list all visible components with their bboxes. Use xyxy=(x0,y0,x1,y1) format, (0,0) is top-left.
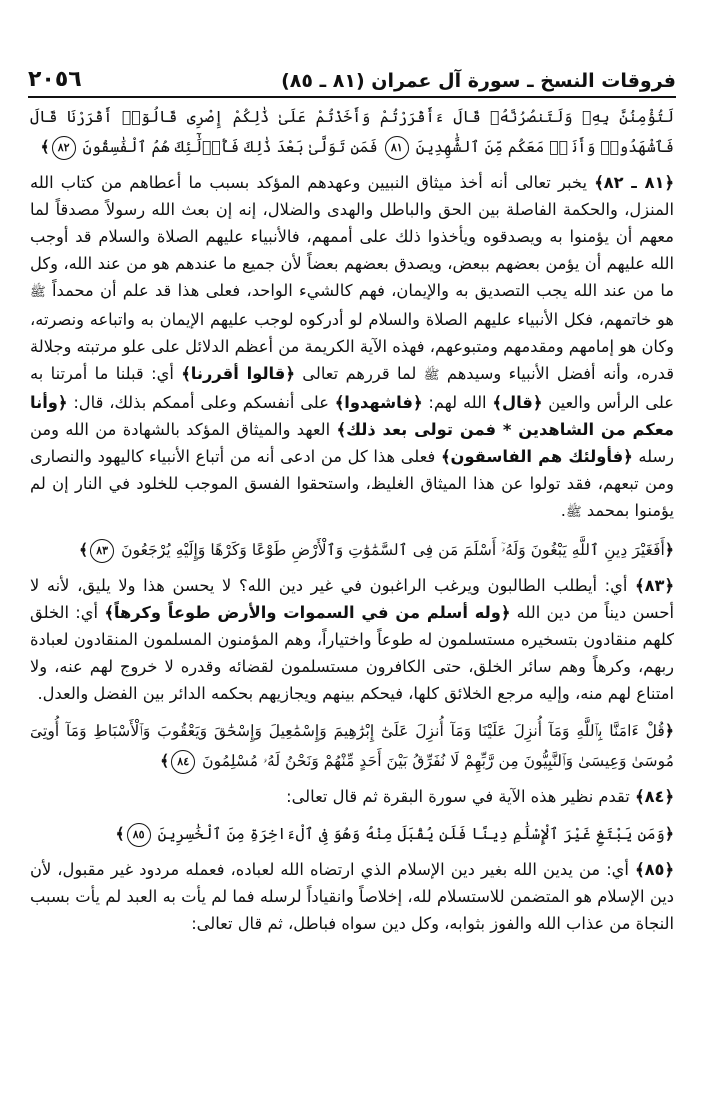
quran-verse-83: ﴿أَفَغَيْرَ دِينِ ٱللَّهِ يَبْغُونَ وَلَهُۥٓ أَسْلَمَ مَن فِى ٱلسَّمَٰوَٰتِ وَٱلْأَرْضِ طَوْعًا وَكَرْهًا وَإِلَيْهِ يُرْجَعُونَ ٨٣﴾ xyxy=(30,535,674,565)
commentary-text: أي: قبلنا ما أمرتنا به على الرأس والعين xyxy=(30,364,674,412)
verse-81-text: لَتُؤْمِنُنَّ بِهِۦ وَلَتَنصُرُنَّهُۥ قَالَ ءَأَقْرَرْتُمْ وَأَخَذْتُمْ عَلَىٰ ذَٰلِكُمْ إِصْرِى قَالُوٓا۟ أَقْرَرْنَا قَالَ فَٱشْهَدُوا۟ وَأَنَا۠ مَعَكُم مِّنَ ٱلشَّٰهِدِينَ xyxy=(30,108,674,156)
commentary-text: هو خاتمهم، فكل الأنبياء عليهم الصلاة والسلام لو أدركوه لوجب عليهم الإيمان به واتباعه ونصرته، وكان هو إمامهم ومقدمهم ومتبوعهم، فهذه الآية الكريمة من أعظم الدلائل على علو مرتبته وجلالة قدره، وأنه أفضل الأنبياء وسيدهم xyxy=(30,310,674,383)
quoted-verse: ﴿وأنا معكم من الشاهدين * فمن تولى بعد ذلك﴾ xyxy=(30,393,674,439)
commentary-text: الله لهم: xyxy=(428,393,487,412)
commentary-text: أي: أيطلب الطالبون ويرغب الراغبون في غير دين الله؟ لا يحسن هذا ولا يليق، لأنه لا أحسن ديناً من دين الله xyxy=(30,576,674,622)
verse-number-81: ٨١ xyxy=(385,136,409,160)
quoted-verse: ﴿وله أسلم من في السموات والأرض طوعاً وكرهاً﴾ xyxy=(104,603,511,622)
quoted-verse: ﴿فاشهدوا﴾ xyxy=(334,393,423,412)
commentary-text: أي: الخلق كلهم منقادون بتسخيره مستسلمون له طوعاً واختياراً، وهم المؤمنون المسلمون المنقادون لعبادة ربهم، وكرهاً وهم سائر الخلق، حتى الكافرون مستسلمون لقضائه وقدره لا خروج لهم عنه، ولا امتناع لهم منه، وإليه مرجع الخلائق كلها، فيحكم بينهم ويجازيهم بحكمه الدائر بين الفضل والعدل. xyxy=(30,603,674,703)
quran-verse-81-82: لَتُؤْمِنُنَّ بِهِۦ وَلَتَنصُرُنَّهُۥ قَالَ ءَأَقْرَرْتُمْ وَأَخَذْتُمْ عَلَىٰ ذَٰلِكُمْ إِصْرِى قَالُوٓا۟ أَقْرَرْنَا قَالَ فَٱشْهَدُوا۟ وَأَنَا۠ مَعَكُم مِّنَ ٱلشَّٰهِدِينَ ٨١ فَمَن تَوَلَّىٰ بَعْدَ ذَٰلِكَ فَأُو۟لَٰٓئِكَ هُمُ ٱلْفَٰسِقُونَ ٨٢﴾ xyxy=(30,102,674,162)
verse-82-text: فَمَن تَوَلَّىٰ بَعْدَ ذَٰلِكَ فَأُو۟لَٰٓئِكَ هُمُ ٱلْفَٰسِقُونَ xyxy=(82,138,378,156)
quran-verse-85: ﴿وَمَن يَبْتَغِ غَيْرَ ٱلْإِسْلَٰمِ دِينًا فَلَن يُقْبَلَ مِنْهُ وَهُوَ فِى ٱلْءَاخِرَةِ مِنَ ٱلْخَٰسِرِينَ ٨٥﴾ xyxy=(30,819,674,849)
verse-85-text: وَمَن يَبْتَغِ غَيْرَ ٱلْإِسْلَٰمِ دِينًا فَلَن يُقْبَلَ مِنْهُ وَهُوَ فِى ٱلْءَاخِرَةِ مِنَ ٱلْخَٰسِرِينَ xyxy=(157,825,665,843)
commentary-text: أي: من يدين الله بغير دين الإسلام الذي ارتضاه الله لعباده، فعمله مردود غير مقبول، لأن دين الإسلام هو المتضمن للاستسلام لله، إخلاصاً وانقياداً لرسله فما لم يأت به العبد لم يأت بسبب النجاة من عذاب الله والفوز بثوابه، وكل دين سواه فباطل، ثم قال تعالى: xyxy=(30,860,674,933)
commentary-text: يخبر تعالى أنه أخذ ميثاق النبيين وعهدهم المؤكد بسبب ما أعطاهم من كتاب الله المنزل، والحكمة الفاصلة بين الحق والباطل والهدى والضلال، إنه إن بعث الله رسولاً مصدقاً لما معهم أن يؤمنوا به ويصدقوه ويأخذوا ذلك على أممهم، فالأنبياء عليهم الصلاة والسلام قد أوجب الله عليهم أن يؤمن بعضهم ببعض، ويصدق بعضهم بعضاً لأن جميع ما عندهم هو من عند الله، وكل ما من عند الله يجب التصديق به والإيمان، فهم كالشيء الواحد، فعلى هذا قد علم أن محمداً xyxy=(30,173,674,300)
salawat-glyph: ﷺ xyxy=(423,368,440,383)
quoted-verse: ﴿قالوا أقررنا﴾ xyxy=(181,364,295,383)
commentary-text: على أنفسكم وعلى أممكم بذلك، قال: xyxy=(73,393,329,412)
commentary-83: ﴿٨٣﴾ أي: أيطلب الطالبون ويرغب الراغبون في غير دين الله؟ لا يحسن هذا ولا يليق، لأنه لا أحسن ديناً من دين الله ﴿وله أسلم من في السموات والأرض طوعاً وكرهاً﴾ أي: الخلق كلهم منقادون بتسخيره مستسلمون له طوعاً واختياراً، وهم المؤمنون المسلمون المنقادون لعبادة ربهم، وكرهاً وهم سائر الخلق، حتى الكافرون مستسلمون لقضائه وقدره لا خروج لهم عنه، ولا امتناع لهم منه، وإليه مرجع الخلائق كلها، فيحكم بينهم ويجازيهم بحكمه الدائر بين الفضل والعدل. xyxy=(30,576,674,703)
page-body xyxy=(30,102,674,1082)
commentary-number: ٨٣ xyxy=(644,576,665,595)
quoted-verse: ﴿فأولئك هم الفاسقون﴾ xyxy=(441,447,633,466)
quoted-verse: ﴿قال﴾ xyxy=(492,393,543,412)
verse-number-84: ٨٤ xyxy=(171,750,195,774)
running-title: فروقات النسخ ـ سورة آل عمران (٨١ ـ ٨٥) xyxy=(281,70,676,92)
verse-83-text: أَفَغَيْرَ دِينِ ٱللَّهِ يَبْغُونَ وَلَهُۥٓ أَسْلَمَ مَن فِى ٱلسَّمَٰوَٰتِ وَٱلْأَرْضِ طَوْعًا وَكَرْهًا وَإِلَيْهِ يُرْجَعُونَ xyxy=(121,541,665,559)
commentary-text: فعلى هذا كل من ادعى أنه من أتباع الأنبياء كاليهود والنصارى ومن تبعهم، فقد تولوا عن هذا الميثاق الغليظ، واستحقوا الفسق الموجب للخلود في النار إن لم يؤمنوا بمحمد xyxy=(30,447,674,520)
commentary-text: العهد والميثاق المؤكد بالشهادة من الله ومن رسله xyxy=(30,420,674,466)
commentary-84: ﴿٨٤﴾ تقدم نظير هذه الآية في سورة البقرة ثم قال تعالى: xyxy=(286,787,674,806)
commentary-81-82: ﴿٨١ ـ ٨٢﴾ يخبر تعالى أنه أخذ ميثاق النبيين وعهدهم المؤكد بسبب ما أعطاهم من كتاب الله المنزل، والحكمة الفاصلة بين الحق والباطل والهدى والضلال، إنه إن بعث الله رسولاً مصدقاً لما معهم أن يؤمنوا به ويصدقوه ويأخذوا ذلك على أممهم، فالأنبياء عليهم الصلاة والسلام قد أوجب الله عليهم أن يؤمن بعضهم ببعض، ويصدق بعضهم بعضاً لأن جميع ما عندهم هو من عند الله، وكل ما من عند الله يجب التصديق به والإيمان، فهم كالشيء الواحد، فعلى هذا قد علم أن محمداً ﷺ هو خاتمهم، فكل الأنبياء عليهم الصلاة والسلام لو أدركوه لوجب عليهم الإيمان به واتباعه ونصرته، وكان هو إمامهم ومقدمهم ومتبوعهم، فهذه الآية الكريمة من أعظم الدلائل على علو مرتبته وجلالة قدره، وأنه أفضل الأنبياء وسيدهم ﷺ لما قررهم تعالى ﴿قالوا أقررنا﴾ أي: قبلنا ما أمرتنا به على الرأس والعين ﴿قال﴾ الله لهم: ﴿فاشهدوا﴾ على أنفسكم وعلى أممكم بذلك، قال: ﴿وأنا معكم من الشاهدين * فمن تولى بعد ذلك﴾ العهد والميثاق المؤكد بالشهادة من الله ومن رسله ﴿فأولئك هم الفاسقون﴾ فعلى هذا كل من ادعى أنه من أتباع الأنبياء كاليهود والنصارى ومن تبعهم، فقد تولوا عن هذا الميثاق الغليظ، واستحقوا الفسق الموجب للخلود في النار إن لم يؤمنوا بمحمد ﷺ. xyxy=(30,173,674,520)
salawat-glyph: ﷺ xyxy=(565,505,582,520)
verse-number-82: ٨٢ xyxy=(52,136,76,160)
commentary-text: تقدم نظير هذه الآية في سورة البقرة ثم قال تعالى: xyxy=(286,787,630,806)
verse-number-83: ٨٣ xyxy=(90,539,114,563)
commentary-number: ٨٥ xyxy=(644,860,665,879)
quran-verse-84: ﴿قُلْ ءَامَنَّا بِٱللَّهِ وَمَآ أُنزِلَ عَلَيْنَا وَمَآ أُنزِلَ عَلَىٰٓ إِبْرَٰهِيمَ وَإِسْمَٰعِيلَ وَإِسْحَٰقَ وَيَعْقُوبَ وَٱلْأَسْبَاطِ وَمَآ أُوتِىَ مُوسَىٰ وَعِيسَىٰ وَٱلنَّبِيُّونَ مِن رَّبِّهِمْ لَا نُفَرِّقُ بَيْنَ أَحَدٍ مِّنْهُمْ وَنَحْنُ لَهُۥ مُسْلِمُونَ ٨٤﴾ xyxy=(30,716,674,776)
commentary-85: ﴿٨٥﴾ أي: من يدين الله بغير دين الإسلام الذي ارتضاه الله لعباده، فعمله مردود غير مقبول، لأن دين الإسلام هو المتضمن للاستسلام لله، إخلاصاً وانقياداً لرسله فما لم يأت به العبد لم يأت بسبب النجاة من عذاب الله والفوز بثوابه، وكل دين سواه فباطل، ثم قال تعالى: xyxy=(30,860,674,933)
page-header xyxy=(28,58,676,98)
commentary-text: لما قررهم تعالى xyxy=(302,364,417,383)
verse-84-text: قُلْ ءَامَنَّا بِٱللَّهِ وَمَآ أُنزِلَ عَلَيْنَا وَمَآ أُنزِلَ عَلَىٰٓ إِبْرَٰهِيمَ وَإِسْمَٰعِيلَ وَإِسْحَٰقَ وَيَعْقُوبَ وَٱلْأَسْبَاطِ وَمَآ أُوتِىَ مُوسَىٰ وَعِيسَىٰ وَٱلنَّبِيُّونَ مِن رَّبِّهِمْ لَا نُفَرِّقُ بَيْنَ أَحَدٍ مِّنْهُمْ وَنَحْنُ لَهُۥ مُسْلِمُونَ xyxy=(30,722,674,770)
verse-number-85: ٨٥ xyxy=(127,823,151,847)
page-number: ٢٠٥٦ xyxy=(28,67,82,92)
salawat-glyph: ﷺ xyxy=(30,285,46,300)
commentary-number: ٨٤ xyxy=(644,787,665,806)
commentary-number: ٨١ ـ ٨٢ xyxy=(603,173,665,192)
